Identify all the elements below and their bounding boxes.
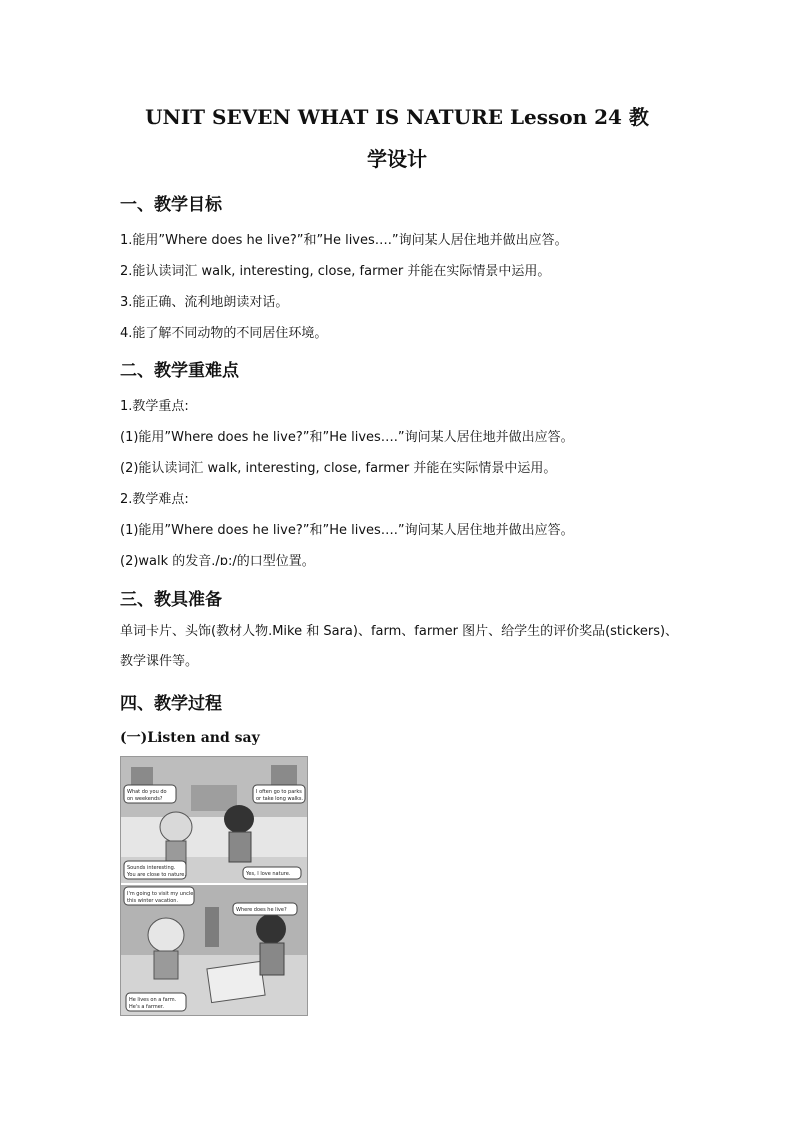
bubble-7-line-1: He lives on a farm. bbox=[129, 997, 177, 1003]
bubble-7-line-2: He's a farmer. bbox=[129, 1004, 164, 1010]
bubble-4-line-1: Yes, I love nature. bbox=[246, 871, 291, 877]
bubble-1-line-1: What do you do bbox=[127, 789, 167, 795]
bubble-1-line-2: on weekends? bbox=[127, 796, 163, 802]
materials-text: 单词卡片、头饰(教材人物.Mike 和 Sara)、farm、farmer 图片、给学生的评价奖品(stickers)、教学课件等。 bbox=[120, 624, 679, 669]
bubble-3-line-1: Sounds interesting. bbox=[127, 865, 176, 871]
comic-illustration bbox=[120, 756, 308, 1016]
section-1-heading: 一、教学目标 bbox=[120, 195, 222, 215]
title-line-1: UNIT SEVEN WHAT IS NATURE Lesson 24 教 bbox=[145, 105, 649, 129]
key-point-1: (1)能用”Where does he live?”和”He lives….”询问某人居住地并做出应答。 bbox=[120, 430, 574, 445]
bubble-3-line-2: You are close to nature. bbox=[127, 872, 186, 878]
girl-character-2 bbox=[256, 914, 286, 944]
objective-2: 2.能认读词汇 walk, interesting, close, farmer 并能在实际情景中运用。 bbox=[120, 264, 551, 279]
bubble-2-line-1: I often go to parks bbox=[256, 789, 302, 795]
objective-3: 3.能正确、流利地朗读对话。 bbox=[120, 295, 289, 310]
key-point-2: (2)能认读词汇 walk, interesting, close, farmer 并能在实际情景中运用。 bbox=[120, 461, 557, 476]
objective-4: 4.能了解不同动物的不同居住环境。 bbox=[120, 326, 328, 341]
map-on-table bbox=[207, 961, 265, 1002]
title-line-2: 学设计 bbox=[367, 147, 427, 171]
girl-character bbox=[224, 805, 254, 833]
key-point-label: 1.教学重点: bbox=[120, 399, 189, 414]
difficulty-label: 2.教学难点: bbox=[120, 492, 189, 507]
bubble-5-line-2: this winter vacation. bbox=[127, 898, 179, 904]
section-3-heading: 三、教具准备 bbox=[120, 590, 222, 610]
bubble-2-line-2: or take long walks. bbox=[256, 796, 304, 802]
section-2-heading: 二、教学重难点 bbox=[120, 361, 239, 381]
objective-1: 1.能用”Where does he live?”和”He lives….”询问某人居住地并做出应答。 bbox=[120, 233, 568, 248]
difficulty-1: (1)能用”Where does he live?”和”He lives….”询问某人居住地并做出应答。 bbox=[120, 523, 574, 538]
section-4-heading: 四、教学过程 bbox=[120, 694, 222, 714]
listen-and-say-heading: (一)Listen and say bbox=[120, 730, 260, 746]
sheep-character-2 bbox=[148, 918, 184, 952]
bubble-6-line-1: Where does he live? bbox=[236, 907, 287, 913]
sheep-character bbox=[160, 812, 192, 842]
difficulty-2: (2)walk 的发音./ɒ:/的口型位置。 bbox=[120, 554, 315, 569]
comic-svg bbox=[121, 757, 307, 1015]
easel bbox=[205, 907, 219, 947]
bubble-5-line-1: I'm going to visit my uncle bbox=[127, 891, 194, 897]
